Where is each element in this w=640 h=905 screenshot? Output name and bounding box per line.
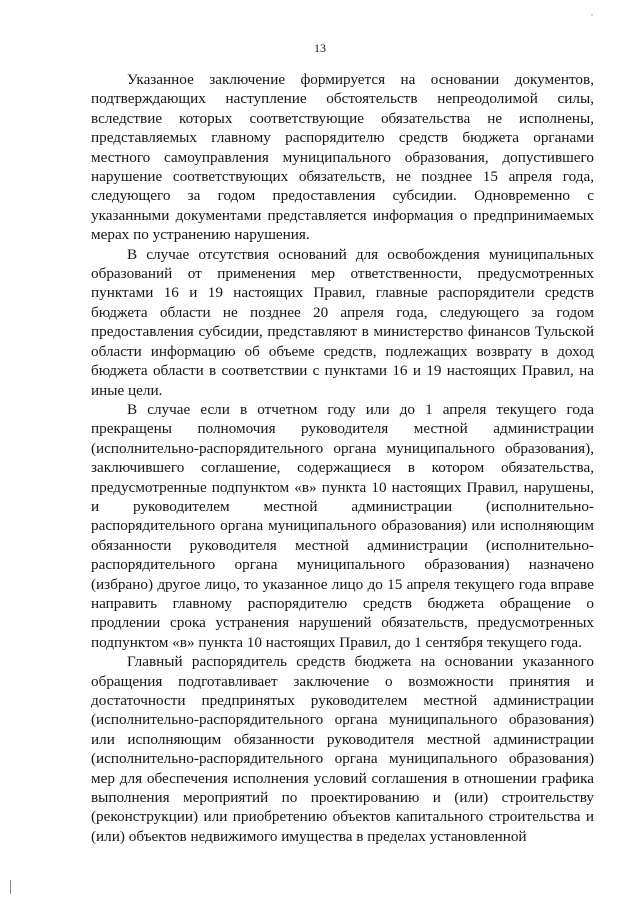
scan-edge-mark <box>10 880 11 894</box>
page-number: 13 <box>314 41 326 55</box>
paragraph-conclusion-on-appeal: Главный распорядитель средств бюджета на основании указанного обращения подготавливает заключение о возможности принятия и достаточности предпринятых руководителем местной администрации (исполнительно-распорядительного органа муниципального образования) или исполняющим обязанности руководителя местной администрации (исполнительно-распорядительного органа муниципального образования) мер для обеспечения исполнения условий соглашения в отношении графика выполнения мероприятий по проектированию и (или) строительству (реконструкции) или приобретению объектов капитального строительства и (или) объектов недвижимого имущества в пределах установленной <box>91 653 594 845</box>
paragraph-force-majeure-conclusion: Указанное заключение формируется на основании документов, подтверждающих наступление обстоятельств непреодолимой силы, вследствие которых соответствующие обязательства не исполнены, представляемых главному распорядителю средств бюджета органами местного самоуправления муниципального образования, допустившего нарушение соответствующих обязательств, не позднее 15 апреля года, следующего за годом предоставления субсидии. Одновременно с указанными документами представляется информация о предпринимаемых мерах по устранению нарушения. <box>91 71 594 244</box>
document-body <box>91 70 594 846</box>
scan-artifact-dot <box>591 14 593 16</box>
paragraph-refund-information: В случае отсутствия оснований для освобождения муниципальных образований от применения мер ответственности, предусмотренных пунктами 16 и 19 настоящих Правил, главные распорядители средств бюджета области не позднее 20 апреля года, следующего за годом предоставления субсидии, представляют в министерство финансов Тульской области информацию об объеме средств, подлежащих возврату в доход бюджета области в соответствии с пунктами 16 и 19 настоящих Правил, на иные цели. <box>91 245 594 399</box>
paragraph-administration-head-change: В случае если в отчетном году или до 1 апреля текущего года прекращены полномочия руководителя местной администрации (исполнительно-распорядительного органа муниципального образования), заключившего соглашение, содержащиеся в котором обязательства, предусмотренные подпунктом «в» пункта 10 настоящих Правил, нарушены, и руководителем местной администрации (исполнительно-распорядительного органа муниципального образования) или исполняющим обязанности руководителя местной администрации (исполнительно-распорядительного органа муниципального образования) назначено (избрано) другое лицо, то указанное лицо до 15 апреля текущего года вправе направить главному распорядителю средств бюджета обращение о продлении срока устранения нарушений обязательств, предусмотренных подпунктом «в» пункта 10 настоящих Правил, до 1 сентября текущего года. <box>91 400 594 651</box>
